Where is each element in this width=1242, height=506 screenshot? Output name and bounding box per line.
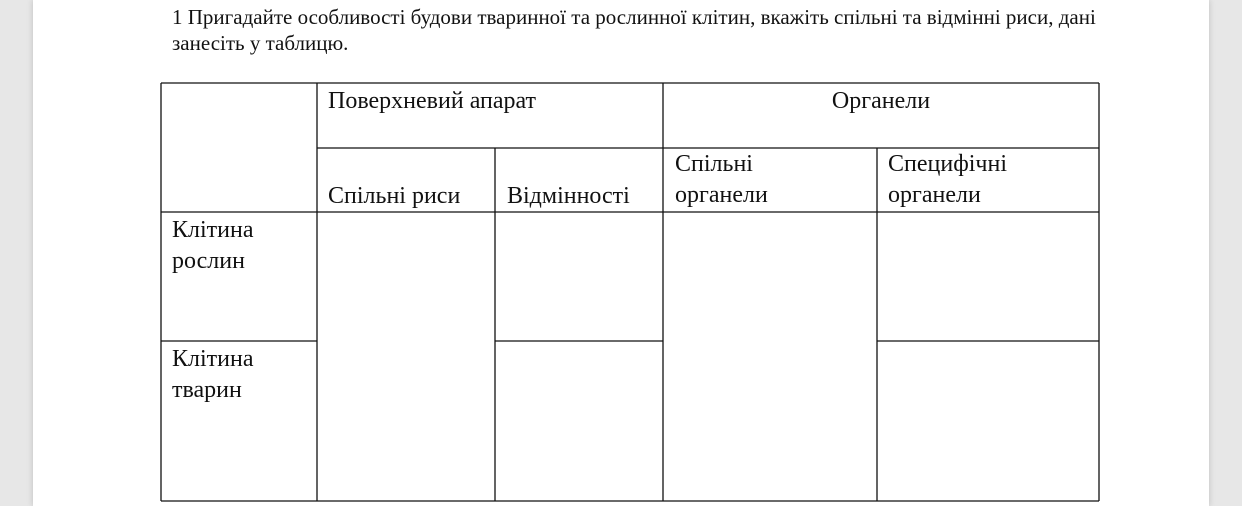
header-surface-apparatus: Поверхневий апарат	[328, 88, 537, 114]
subheader-differences: Відмінності	[507, 183, 630, 209]
subheader-specific-organelles: Специфічні органели	[888, 151, 1007, 208]
header-organelles: Органели	[831, 88, 931, 114]
task-instruction: 1 Пригадайте особливості будови тваринної та рослинної клітин, вкажіть спільні та відмінні риси, дані занесіть у таблицю.	[172, 5, 1096, 55]
subheader-common-traits: Спільні риси	[328, 183, 461, 209]
row-label-plant-cell: Клітина рослин	[172, 217, 254, 274]
subheader-common-organelles: Спільні органели	[675, 151, 768, 208]
row-label-animal-cell: Клітина тварин	[172, 346, 254, 403]
